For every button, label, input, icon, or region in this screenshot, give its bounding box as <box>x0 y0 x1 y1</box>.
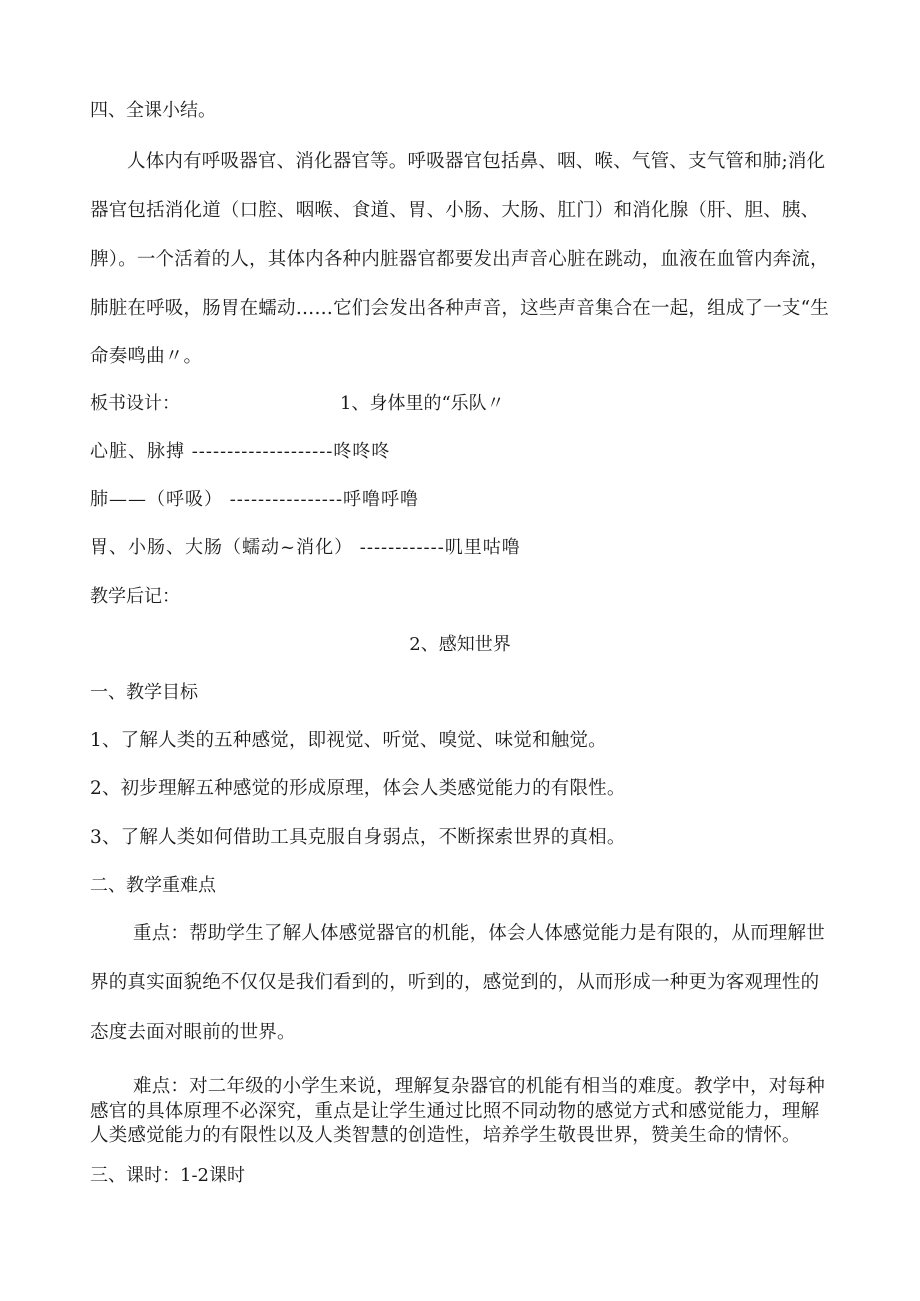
summary-paragraph-line: 命奏鸣曲〃。 <box>90 346 203 367</box>
section-heading-class-hours: 三、课时：1-2课时 <box>90 1165 245 1186</box>
difficulty-paragraph-line: 难点：对二年级的小学生来说，理解复杂器官的机能有相当的难度。教学中，对每种 <box>133 1076 825 1097</box>
difficulty-paragraph-line: 人类感觉能力的有限性以及人类智慧的创造性，培养学生敬畏世界，赞美生命的情怀。 <box>90 1125 801 1146</box>
board-row: 胃、小肠、大肠（蠕动~消化） ------------叽里咕噜 <box>90 537 521 558</box>
summary-paragraph-line: 脾）。一个活着的人，其体内各种内脏器官都要发出声音心脏在跳动，血液在血管内奔流， <box>90 249 829 270</box>
summary-paragraph-line: 人体内有呼吸器官、消化器官等。呼吸器官包括鼻、咽、喉、气管、支气管和肺;消化 <box>127 151 826 172</box>
board-row: 肺——（呼吸） ----------------呼噜呼噜 <box>90 489 420 510</box>
focus-paragraph-line: 重点：帮助学生了解人体感觉器官的机能，体会人体感觉能力是有限的，从而理解世 <box>133 923 825 944</box>
lesson-title: 2、感知世界 <box>409 634 511 655</box>
section-heading-goals: 一、教学目标 <box>90 682 198 703</box>
difficulty-paragraph-line: 感官的具体原理不必深究，重点是让学生通过比照不同动物的感觉方式和感觉能力，理解 <box>90 1101 820 1122</box>
board-design-label: 板书设计： <box>90 393 180 414</box>
board-row: 心脏、脉搏 --------------------咚咚咚 <box>90 441 391 462</box>
board-design-title: 1、身体里的“乐队〃 <box>340 393 505 414</box>
teaching-afterword-label: 教学后记： <box>90 586 180 607</box>
goal-item: 1、了解人类的五种感觉，即视觉、听觉、嗅觉、味觉和触觉。 <box>90 730 607 751</box>
focus-paragraph-line: 态度去面对眼前的世界。 <box>90 1022 296 1043</box>
summary-paragraph-line: 肺脏在呼吸，肠胃在蠕动……它们会发出各种声音，这些声音集合在一起，组成了一支“生 <box>90 298 829 319</box>
goal-item: 3、了解人类如何借助工具克服自身弱点，不断探索世界的真相。 <box>90 827 626 848</box>
goal-item: 2、初步理解五种感觉的形成原理，体会人类感觉能力的有限性。 <box>90 778 626 799</box>
focus-paragraph-line: 界的真实面貌绝不仅仅是我们看到的，听到的，感觉到的，从而形成一种更为客观理性的 <box>90 972 820 993</box>
section-heading-summary: 四、全课小结。 <box>90 100 216 121</box>
section-heading-key-points: 二、教学重难点 <box>90 875 216 896</box>
summary-paragraph-line: 器官包括消化道（口腔、咽喉、食道、胃、小肠、大肠、肛门）和消化腺（肝、胆、胰、 <box>90 200 820 221</box>
